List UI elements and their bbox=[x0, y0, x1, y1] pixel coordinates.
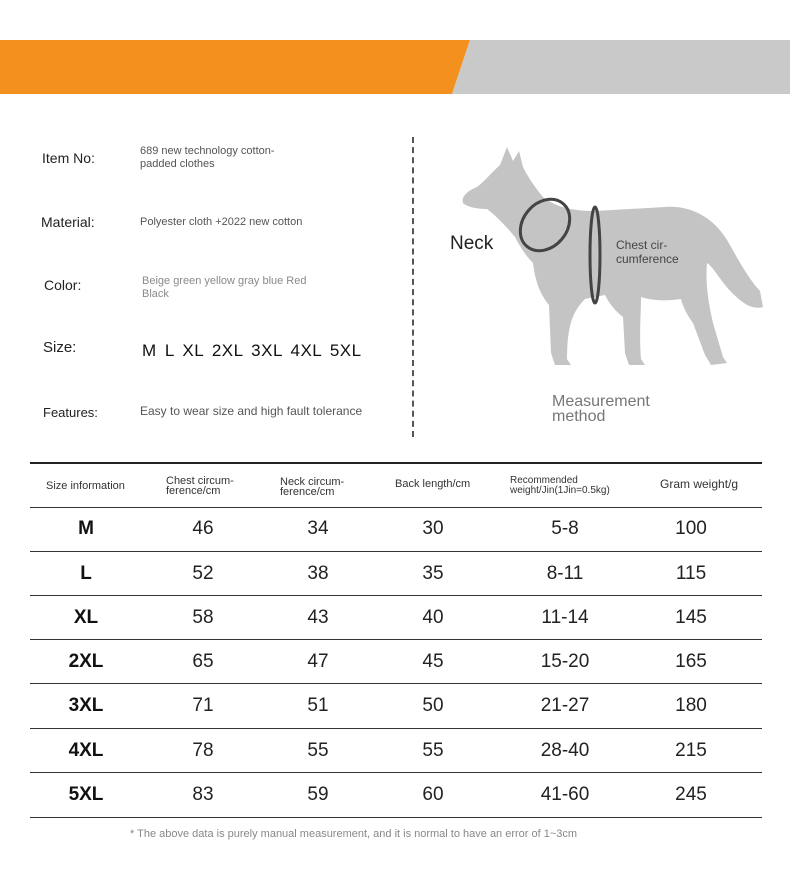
table-row-divider bbox=[30, 639, 762, 640]
color-label: Color: bbox=[44, 277, 82, 293]
header-weight-line-2: weight/Jin(1Jin=0.5kg) bbox=[510, 485, 610, 496]
cell-chest: 71 bbox=[192, 695, 214, 716]
cell-chest: 78 bbox=[192, 740, 214, 761]
features-label: Features: bbox=[43, 405, 98, 420]
cell-gram: 180 bbox=[675, 695, 707, 716]
footnote: * The above data is purely manual measurement, and it is normal to have an error of 1~3cm bbox=[130, 828, 578, 840]
cell-weight: 15-20 bbox=[540, 651, 590, 672]
chest-label-line-2: cumference bbox=[616, 252, 679, 266]
cell-gram: 145 bbox=[675, 607, 707, 628]
header-neck-line-1: Neck circum- bbox=[280, 476, 345, 488]
cell-gram: 100 bbox=[675, 518, 707, 539]
header-chest bbox=[166, 476, 234, 496]
item-no-value-line-1: 689 new technology cotton- bbox=[140, 145, 275, 157]
table-row-divider bbox=[30, 683, 762, 684]
material-label: Material: bbox=[41, 214, 95, 230]
table-row-divider bbox=[30, 507, 762, 508]
size-list: M L XL 2XL 3XL 4XL 5XL bbox=[142, 341, 362, 360]
size-label: Size: bbox=[43, 339, 77, 356]
table-row-divider bbox=[30, 551, 762, 552]
cell-chest: 58 bbox=[192, 607, 214, 628]
material-value: Polyester cloth +2022 new cotton bbox=[140, 216, 303, 228]
cell-gram: 115 bbox=[675, 563, 707, 584]
cell-gram: 165 bbox=[675, 651, 707, 672]
cell-chest: 52 bbox=[192, 563, 214, 584]
header-gram-weight: Gram weight/g bbox=[660, 477, 739, 491]
cell-size: M bbox=[78, 518, 94, 539]
dashed-divider bbox=[412, 137, 414, 437]
chest-label-line-1: Chest cir- bbox=[616, 238, 668, 252]
cell-weight: 28-40 bbox=[540, 740, 590, 761]
cell-neck: 34 bbox=[307, 518, 329, 539]
cell-weight: 11-14 bbox=[541, 607, 589, 628]
item-no-value bbox=[140, 145, 275, 171]
header-size-information: Size information bbox=[46, 480, 125, 492]
table-top-border bbox=[30, 462, 762, 464]
cell-neck: 55 bbox=[307, 740, 329, 761]
cell-size: L bbox=[80, 563, 92, 584]
cell-weight: 5-8 bbox=[551, 518, 579, 539]
cell-back: 60 bbox=[422, 784, 444, 805]
table-row-divider bbox=[30, 817, 762, 818]
cell-size: 5XL bbox=[68, 784, 104, 805]
header-banner bbox=[0, 40, 790, 94]
cell-size: XL bbox=[73, 607, 99, 628]
cell-neck: 43 bbox=[307, 607, 329, 628]
cell-neck: 59 bbox=[307, 784, 329, 805]
header-neck bbox=[280, 477, 344, 497]
cell-neck: 47 bbox=[307, 651, 329, 672]
cell-chest: 46 bbox=[192, 518, 214, 539]
cell-back: 55 bbox=[422, 740, 444, 761]
cell-weight: 8-11 bbox=[546, 563, 584, 584]
cell-size: 4XL bbox=[68, 740, 104, 761]
color-value-line-1: Beige green yellow gray blue Red bbox=[142, 275, 307, 287]
header-neck-line-2: ference/cm bbox=[280, 486, 335, 498]
cell-weight: 21-27 bbox=[540, 695, 590, 716]
cell-back: 40 bbox=[422, 607, 444, 628]
method-label-line-1: Measurement bbox=[552, 393, 650, 410]
method-label-line-2: method bbox=[552, 408, 606, 425]
features-value: Easy to wear size and high fault tolerance bbox=[140, 404, 363, 418]
color-value-line-2: Black bbox=[142, 288, 169, 300]
header-back-length: Back length/cm bbox=[395, 478, 471, 490]
cell-neck: 38 bbox=[307, 563, 329, 584]
measurement-method-label bbox=[552, 394, 650, 424]
header-recommended-weight bbox=[510, 476, 610, 496]
cell-back: 35 bbox=[422, 563, 444, 584]
color-value bbox=[142, 275, 307, 301]
product-size-info-title: Product Size information> bbox=[44, 17, 251, 37]
banner-right-panel bbox=[452, 40, 790, 94]
cell-chest: 65 bbox=[192, 651, 214, 672]
cell-back: 30 bbox=[422, 518, 444, 539]
chest-circumference-label bbox=[616, 238, 696, 266]
cell-neck: 51 bbox=[307, 695, 329, 716]
cell-gram: 245 bbox=[675, 784, 707, 805]
cell-size: 2XL bbox=[68, 651, 104, 672]
cell-gram: 215 bbox=[675, 740, 707, 761]
table-row-divider bbox=[30, 595, 762, 596]
table-row-divider bbox=[30, 772, 762, 773]
cell-weight: 41-60 bbox=[540, 784, 590, 805]
header-chest-line-2: ference/cm bbox=[166, 485, 221, 497]
header-chest-line-1: Chest circum- bbox=[166, 475, 234, 487]
table-row-divider bbox=[30, 728, 762, 729]
cell-chest: 83 bbox=[192, 784, 214, 805]
cell-size: 3XL bbox=[68, 695, 104, 716]
cell-back: 50 bbox=[422, 695, 444, 716]
cell-back: 45 bbox=[422, 651, 444, 672]
header-weight-line-1: Recommended bbox=[510, 475, 578, 486]
banner-left-panel bbox=[0, 40, 470, 94]
item-no-label: Item No: bbox=[42, 150, 95, 166]
item-no-value-line-2: padded clothes bbox=[140, 158, 215, 170]
dog-silhouette-icon bbox=[455, 145, 770, 370]
neck-label: Neck bbox=[450, 233, 494, 254]
measuring-method-title: MEASURING METHOD bbox=[497, 14, 780, 42]
